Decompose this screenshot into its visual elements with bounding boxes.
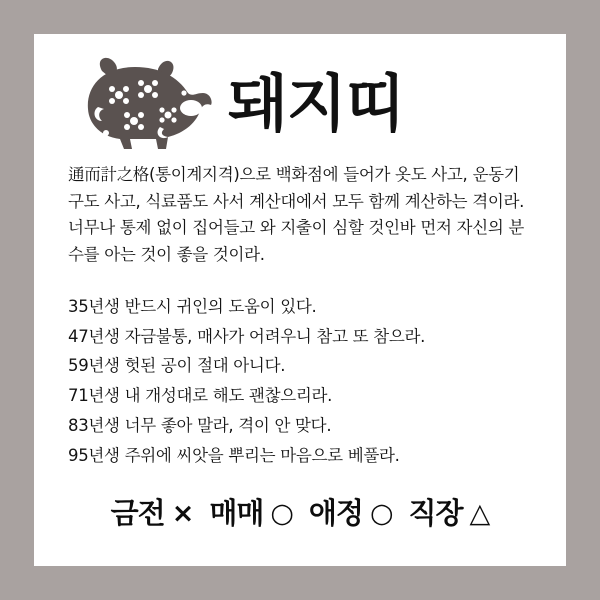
year-fortune-list [68, 295, 532, 469]
summary-love-label: 애정 [308, 496, 363, 531]
summary-work-mark: △ [469, 497, 490, 529]
list-item: 71년생 내 개성대로 해도 괜찮으리라. [68, 386, 333, 406]
card-header [34, 34, 566, 152]
summary-trade [209, 490, 293, 537]
summary-work [409, 490, 490, 537]
pig-icon [72, 49, 222, 153]
page-title: 돼지띠 [228, 67, 405, 140]
summary-money [111, 490, 194, 537]
summary-money-label: 금전 [110, 496, 165, 531]
list-item: 47년생 자금불통, 매사가 어려우니 참고 또 참으라. [68, 326, 426, 346]
list-item: 35년생 반드시 귀인의 도움이 있다. [68, 296, 317, 316]
fortune-paragraph: 通而計之格(통이계지격)으로 백화점에 들어가 옷도 사고, 운동기구도 사고, 식료품도 사서 계산대에서 모두 함께 계산하는 격이라. 너무나 통제 없이 집어들고 와 지출이 심할 것인바 먼저 자신의 분수를 아는 것이 좋을 것이라. [68, 165, 525, 265]
fortune-card [34, 34, 566, 566]
card-body [34, 152, 566, 537]
list-item: 95년생 주위에 씨앗을 뿌리는 마음으로 베풀라. [68, 445, 400, 465]
summary-work-label: 직장 [408, 496, 463, 531]
fortune-summary [68, 490, 532, 537]
list-item: 59년생 헛된 공이 절대 아니다. [68, 356, 286, 376]
summary-money-mark: × [171, 497, 194, 529]
summary-love [309, 490, 393, 537]
summary-love-mark: ○ [369, 497, 393, 529]
summary-trade-mark: ○ [270, 497, 293, 529]
list-item: 83년생 너무 좋아 말라, 격이 안 맞다. [68, 415, 332, 435]
summary-trade-label: 매매 [209, 496, 264, 531]
